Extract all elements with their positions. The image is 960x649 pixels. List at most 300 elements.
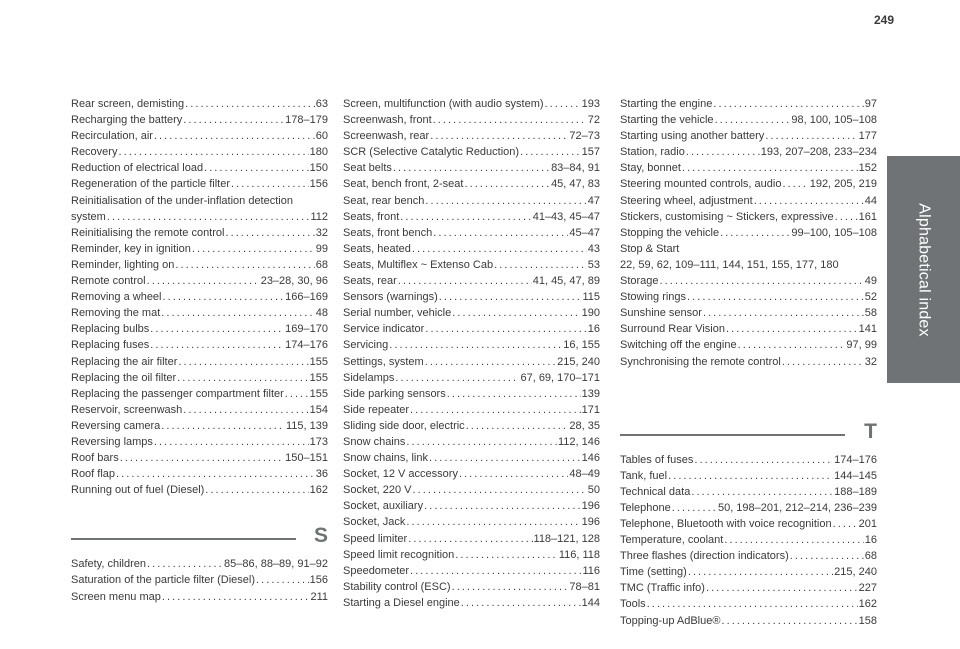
index-entry-pages: 48	[315, 307, 328, 320]
index-entry	[71, 370, 328, 386]
dot-leader	[406, 434, 557, 450]
index-entry-pages: 83–84, 91	[551, 162, 600, 175]
index-entry	[620, 96, 877, 112]
dot-leader	[116, 466, 315, 482]
index-entry	[71, 289, 328, 305]
index-entry-pages: 155	[309, 387, 328, 400]
index-entry-pages: 215, 240	[557, 355, 600, 368]
index-entry-term: system	[71, 210, 106, 223]
dot-leader	[835, 209, 858, 225]
index-entry-pages: 174–176	[834, 453, 877, 466]
index-entry	[620, 257, 877, 273]
index-entry	[71, 434, 328, 450]
dot-leader	[400, 209, 531, 225]
dot-leader	[721, 613, 857, 629]
dot-leader	[545, 96, 581, 112]
dot-leader	[147, 556, 223, 572]
index-entry-term: Starting a Diesel engine	[343, 596, 460, 609]
index-entry-pages: 161	[858, 210, 877, 223]
index-entry-term: Starting using another battery	[620, 130, 765, 143]
dot-leader	[192, 241, 315, 257]
index-entry-pages: 32	[864, 355, 877, 368]
index-entry-pages: 32	[315, 226, 328, 239]
index-entry-term: Tables of fuses	[620, 453, 694, 466]
index-entry-pages: 190	[581, 307, 600, 320]
index-entry	[343, 595, 600, 611]
index-entry-pages: 146	[581, 452, 600, 465]
index-entry-pages: 196	[581, 500, 600, 513]
dot-leader	[118, 144, 308, 160]
index-entry	[620, 112, 877, 128]
index-entry	[620, 209, 877, 225]
index-entry-term: Sidelamps	[343, 371, 395, 384]
dot-leader	[395, 370, 519, 386]
index-entry-pages: 68	[864, 550, 877, 563]
dot-leader	[433, 225, 568, 241]
dot-leader	[439, 289, 582, 305]
index-entry	[620, 289, 877, 305]
index-entry-pages: 169–170	[285, 323, 328, 336]
dot-leader	[107, 209, 310, 225]
index-entry-pages: 215, 240	[834, 566, 877, 579]
index-entry	[620, 144, 877, 160]
index-entry-pages: 193	[581, 98, 600, 110]
index-entry-term: Stability control (ESC)	[343, 580, 451, 593]
dot-leader	[413, 482, 587, 498]
index-entry	[71, 450, 328, 466]
section-title: Alphabetical index	[915, 202, 933, 337]
index-entry-term: Technical data	[620, 485, 691, 498]
dot-leader	[424, 498, 581, 514]
page-number: 249	[873, 13, 895, 27]
dot-leader	[790, 548, 864, 564]
dot-leader	[429, 450, 581, 466]
dot-leader	[161, 305, 314, 321]
index-entry-term: Seat belts	[343, 162, 392, 175]
index-entry	[71, 144, 328, 160]
index-entry	[620, 305, 877, 321]
index-entry-term: Regeneration of the particle filter	[71, 178, 230, 191]
index-entry-pages: 47	[587, 194, 600, 207]
index-entry-pages: 58	[864, 307, 877, 320]
index-entry	[343, 418, 600, 434]
index-entry	[71, 241, 328, 257]
index-entry	[620, 321, 877, 337]
index-entry-term: SCR (Selective Catalytic Reduction)	[343, 146, 520, 159]
dot-leader	[466, 418, 569, 434]
index-entry-term: Socket, 220 V	[343, 484, 412, 497]
dot-leader	[724, 532, 863, 548]
dot-leader	[150, 321, 284, 337]
dot-leader	[494, 257, 587, 273]
section-rule	[71, 538, 296, 540]
dot-leader	[452, 579, 569, 595]
index-entry-term: Socket, auxiliary	[343, 500, 424, 513]
index-column-1	[71, 96, 328, 605]
index-entry	[71, 96, 328, 112]
index-entry-term: Serial number, vehicle	[343, 307, 452, 320]
index-entry-pages: 144–145	[834, 469, 877, 482]
dot-leader	[455, 547, 558, 563]
index-entry-term: Telephone, Bluetooth with voice recognition	[620, 517, 832, 530]
dot-leader	[410, 402, 581, 418]
index-entry	[343, 160, 600, 176]
index-entry-pages: 152	[858, 162, 877, 175]
index-entry	[343, 498, 600, 514]
index-entry-term: Side repeater	[343, 403, 410, 416]
index-entry	[343, 337, 600, 353]
index-entry-pages: 97, 99	[846, 339, 877, 352]
index-entry-term: Seat, rear bench	[343, 194, 425, 207]
index-entry-pages: 16	[587, 323, 600, 336]
index-entry	[343, 514, 600, 530]
index-entry-term: Roof bars	[71, 452, 119, 465]
index-column-2	[343, 96, 600, 611]
index-entry-term: Screenwash, rear	[343, 130, 430, 143]
index-entry	[620, 160, 877, 176]
dot-leader	[672, 500, 717, 516]
dot-leader	[178, 354, 308, 370]
index-entry-pages: 52	[864, 291, 877, 304]
index-entry-pages: 192, 205, 219	[809, 178, 877, 191]
dot-leader	[177, 370, 308, 386]
letter-section-header	[71, 498, 328, 556]
index-entry-term: Reservoir, screenwash	[71, 403, 183, 416]
index-entry-pages: 72–73	[569, 130, 600, 143]
dot-leader	[398, 273, 532, 289]
index-entry-term: Stop & Start	[620, 242, 680, 255]
index-entry	[71, 354, 328, 370]
dot-leader	[782, 354, 864, 370]
index-entry-pages: 166–169	[285, 291, 328, 304]
dot-leader	[765, 128, 857, 144]
index-entry-term: Temperature, coolant	[620, 534, 724, 547]
index-entry	[343, 321, 600, 337]
index-entry-term: Replacing fuses	[71, 339, 150, 352]
index-entry	[71, 193, 328, 209]
section-rule	[620, 434, 845, 436]
index-entry	[343, 370, 600, 386]
index-entry-pages: 118–121, 128	[533, 532, 600, 545]
dot-leader	[447, 386, 581, 402]
index-entry-pages: 63	[315, 98, 328, 110]
index-entry-pages: 211	[310, 590, 328, 603]
index-entry	[343, 466, 600, 482]
dot-leader	[425, 193, 586, 209]
index-entry	[71, 176, 328, 192]
index-entry-pages: 180	[309, 146, 328, 159]
index-entry-pages: 98, 100, 105–108	[791, 114, 877, 127]
index-entry	[343, 209, 600, 225]
index-entry-term: Roof flap	[71, 468, 116, 481]
index-entry-pages: 154	[309, 403, 328, 416]
index-entry	[620, 225, 877, 241]
index-entry-pages: 112	[310, 210, 328, 223]
dot-leader	[425, 321, 586, 337]
index-entry-term: Speed limiter	[343, 532, 408, 545]
dot-leader	[183, 112, 284, 128]
dot-leader	[175, 257, 314, 273]
index-entry-term: Reinitialising the remote control	[71, 226, 225, 239]
dot-leader	[256, 572, 309, 588]
index-entry-term: Speed limit recognition	[343, 548, 455, 561]
index-entry-term: Seats, heated	[343, 242, 411, 255]
index-entry-pages: 158	[858, 614, 877, 627]
index-entry-pages: 157	[581, 146, 600, 159]
index-entry	[71, 257, 328, 273]
index-entry-pages: 115	[582, 291, 600, 304]
index-entry-pages: 53	[587, 258, 600, 271]
dot-leader	[782, 176, 808, 192]
index-entry	[343, 257, 600, 273]
index-entry	[620, 484, 877, 500]
index-entry	[620, 468, 877, 484]
index-entry	[620, 176, 877, 192]
index-entry	[343, 225, 600, 241]
index-entry	[343, 386, 600, 402]
index-entry-pages: 193, 207–208, 233–234	[760, 146, 877, 159]
index-entry-pages: 178–179	[285, 114, 328, 127]
index-entry-pages: 141	[858, 323, 877, 336]
index-entry-term: Time (setting)	[620, 566, 687, 579]
index-entry-pages: 99–100, 105–108	[791, 226, 877, 239]
index-entry-term: Snow chains, link	[343, 452, 428, 465]
index-entry-term: Snow chains	[343, 435, 406, 448]
index-entry-term: Seats, front	[343, 210, 400, 223]
index-entry	[343, 289, 600, 305]
index-entry	[620, 516, 877, 532]
index-entry-term: Settings, system	[343, 355, 424, 368]
dot-leader	[452, 305, 580, 321]
index-entry	[620, 532, 877, 548]
index-entry	[620, 128, 877, 144]
index-entry-pages: 50, 198–201, 212–214, 236–239	[717, 501, 877, 514]
index-entry-pages: 162	[858, 598, 877, 611]
index-entry	[620, 580, 877, 596]
dot-leader	[205, 482, 308, 498]
index-entry-pages: 196	[581, 516, 600, 529]
dot-leader	[461, 595, 581, 611]
index-entry-pages: 68	[315, 258, 328, 271]
dot-leader	[682, 160, 858, 176]
index-entry	[71, 572, 328, 588]
dot-leader	[668, 468, 833, 484]
index-entry-pages: 144	[581, 596, 600, 609]
dot-leader	[691, 484, 833, 500]
index-entry	[343, 176, 600, 192]
index-entry-pages: 112, 146	[557, 435, 600, 448]
index-entry	[343, 482, 600, 498]
index-entry-term: Seats, rear	[343, 275, 397, 288]
section-letter: T	[864, 419, 877, 443]
index-entry	[620, 354, 877, 370]
dot-leader	[425, 354, 556, 370]
index-entry	[71, 466, 328, 482]
index-entry-term: Seats, front bench	[343, 226, 433, 239]
index-entry	[71, 209, 328, 225]
dot-leader	[204, 160, 309, 176]
index-entry	[71, 225, 328, 241]
dot-leader	[660, 273, 864, 289]
index-entry-pages: 43	[587, 242, 600, 255]
dot-leader	[694, 452, 833, 468]
dot-leader	[150, 337, 284, 353]
dot-leader	[285, 386, 309, 402]
index-entry-pages: 60	[315, 130, 328, 143]
dot-leader	[393, 160, 550, 176]
dot-leader	[720, 225, 790, 241]
index-entry-term: Sunshine sensor	[620, 307, 702, 320]
index-entry-pages: 97	[864, 98, 877, 110]
index-entry-term: Tank, fuel	[620, 469, 668, 482]
index-entry	[343, 547, 600, 563]
dot-leader	[161, 418, 285, 434]
index-entry-term: Seats, Multiflex ~ Extenso Cab	[343, 258, 494, 271]
index-entry-pages: 36	[315, 468, 328, 481]
index-entry	[620, 193, 877, 209]
dot-leader	[412, 241, 587, 257]
index-entry-pages: 201	[858, 517, 877, 530]
index-entry-term: Storage	[620, 275, 659, 288]
index-entry-pages: 116, 118	[558, 548, 600, 561]
index-entry-pages: 177	[858, 130, 877, 143]
index-entry-term: Service indicator	[343, 323, 425, 336]
dot-leader	[154, 128, 315, 144]
index-entry	[620, 337, 877, 353]
index-entry-pages: 23–28, 30, 96	[260, 275, 328, 288]
index-entry	[620, 548, 877, 564]
index-entry-term: Removing the mat	[71, 307, 161, 320]
dot-leader	[833, 516, 858, 532]
index-entry	[620, 500, 877, 516]
index-entry-pages: 44	[864, 194, 877, 207]
index-entry-pages: 171	[581, 403, 600, 416]
index-entry-pages: 162	[309, 484, 328, 497]
index-entry-term: Reminder, lighting on	[71, 258, 175, 271]
index-entry-term: Replacing the air filter	[71, 355, 178, 368]
index-entry	[343, 273, 600, 289]
index-entry-pages: 156	[309, 574, 328, 587]
index-entry	[71, 321, 328, 337]
index-entry-term: Recirculation, air	[71, 130, 153, 143]
dot-leader	[713, 96, 863, 112]
index-entry-pages: 49	[864, 275, 877, 288]
index-entry-term: Remote control	[71, 275, 146, 288]
index-entry	[343, 144, 600, 160]
index-entry-pages: 78–81	[569, 580, 600, 593]
index-entry-term: Reversing camera	[71, 419, 161, 432]
index-entry-term: Speedometer	[343, 564, 410, 577]
index-entry	[71, 337, 328, 353]
index-entry	[343, 354, 600, 370]
index-entry-term: Safety, children	[71, 558, 147, 571]
index-entry	[620, 564, 877, 580]
index-entry-term: 22, 59, 62, 109–111, 144, 151, 155, 177, 180	[620, 258, 839, 271]
index-entry	[71, 386, 328, 402]
index-entry	[343, 434, 600, 450]
index-entry-term: Surround Rear Vision	[620, 323, 725, 336]
index-entry-term: Stay, bonnet	[620, 162, 681, 175]
index-entry-term: Stopping the vehicle	[620, 226, 720, 239]
index-entry-pages: 45, 47, 83	[551, 178, 600, 191]
index-entry-term: Removing a wheel	[71, 291, 162, 304]
index-entry-pages: 28, 35	[569, 419, 600, 432]
index-entry-pages: 72	[587, 114, 600, 127]
index-entry-pages: 173	[309, 435, 328, 448]
letter-section-header	[620, 394, 877, 452]
index-entry-term: Screen, multifunction (with audio system)	[343, 98, 544, 110]
index-entry	[343, 450, 600, 466]
index-entry-term: Servicing	[343, 339, 389, 352]
dot-leader	[433, 112, 587, 128]
index-entry-term: Socket, Jack	[343, 516, 406, 529]
index-entry-term: Side parking sensors	[343, 387, 446, 400]
index-entry-term: Seat, bench front, 2-seat	[343, 178, 464, 191]
index-entry-term: Starting the engine	[620, 98, 713, 110]
index-entry	[71, 482, 328, 498]
index-entry	[620, 273, 877, 289]
index-entry-pages: 41–43, 45–47	[532, 210, 600, 223]
dot-leader	[231, 176, 309, 192]
dot-leader	[686, 144, 760, 160]
dot-leader	[225, 225, 314, 241]
index-entry-pages: 99	[315, 242, 328, 255]
index-entry-pages: 150	[309, 162, 328, 175]
dot-leader	[389, 337, 562, 353]
dot-leader	[459, 466, 568, 482]
dot-leader	[715, 112, 791, 128]
index-entry	[71, 112, 328, 128]
index-entry-pages: 41, 45, 47, 89	[532, 275, 600, 288]
index-entry	[71, 589, 328, 605]
index-entry-term: Reduction of electrical load	[71, 162, 204, 175]
dot-leader	[703, 305, 864, 321]
index-entry-term: Recovery	[71, 146, 118, 159]
index-entry-pages: 48–49	[569, 468, 600, 481]
index-entry-pages: 50	[587, 484, 600, 497]
index-entry-pages: 155	[309, 371, 328, 384]
index-entry-term: Replacing the passenger compartment filter	[71, 387, 284, 400]
index-entry	[343, 128, 600, 144]
index-entry-term: Telephone	[620, 501, 671, 514]
index-entry-pages: 116	[582, 564, 600, 577]
dot-leader	[183, 402, 308, 418]
index-entry	[620, 596, 877, 612]
index-entry-term: TMC (Traffic info)	[620, 582, 705, 595]
index-entry-pages: 85–86, 88–89, 91–92	[224, 558, 328, 571]
dot-leader	[154, 434, 309, 450]
index-entry-term: Steering mounted controls, audio	[620, 178, 782, 191]
index-entry	[71, 273, 328, 289]
index-entry	[71, 305, 328, 321]
index-entry-term: Sliding side door, electric	[343, 419, 465, 432]
index-entry-term: Station, radio	[620, 146, 685, 159]
index-entry-term: Sensors (warnings)	[343, 291, 438, 304]
dot-leader	[464, 176, 550, 192]
index-entry	[343, 402, 600, 418]
dot-leader	[706, 580, 858, 596]
index-entry	[343, 579, 600, 595]
dot-leader	[520, 144, 581, 160]
index-entry-pages: 150–151	[285, 452, 328, 465]
index-entry-term: Screen menu map	[71, 590, 161, 603]
index-entry	[620, 241, 877, 257]
section-side-label-wrap	[887, 156, 960, 383]
index-entry-term: Stowing rings	[620, 291, 687, 304]
dot-leader	[647, 596, 858, 612]
index-entry	[620, 613, 877, 629]
index-entry	[620, 452, 877, 468]
